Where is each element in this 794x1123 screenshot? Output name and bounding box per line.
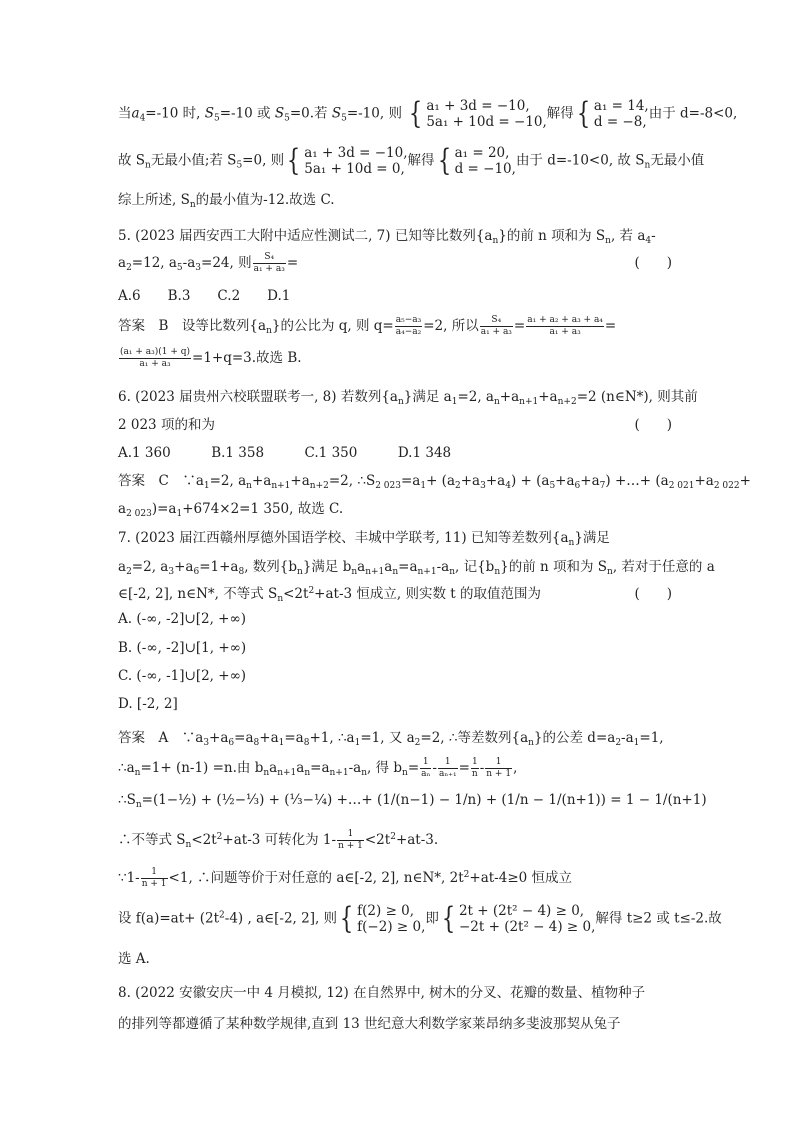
answer-paren: ( ) bbox=[634, 255, 672, 271]
fraction: $\frac{1}{n}$ bbox=[471, 757, 478, 779]
text: )=a bbox=[151, 501, 177, 517]
text: 无最小值;若 S bbox=[150, 152, 237, 169]
var: a bbox=[131, 105, 140, 122]
answer-7-line-6: 设 $f(a)=at+ (2t^2-4)$ , a∈[-2, 2], 则 { f(2) ≥ 0, f(−2) ≥ 0, 即 { 2t + (2t² − 4) ≥ 0, −2t + (2t² − 4) ≥ 0, 解得 t≥2 或 t≤-2.故 bbox=[118, 901, 722, 936]
answer-7-line-5: ∵1- $\frac{1}{n + 1}$ <1, ∴问题等价于对任意的 a∈[-2, 2], n∈N*, $2t^2+at-4\ge 0$ 恒成立 bbox=[118, 867, 573, 889]
fraction: $\frac{1}{n + 1}$ bbox=[141, 867, 167, 889]
text: <1, ∴问题等价于对任意的 a∈[-2, 2], n∈N*, 2t bbox=[168, 870, 464, 886]
text: , 若对于任意的 a bbox=[612, 559, 715, 575]
question-6-line-2: 2 023 项的和为 bbox=[118, 417, 215, 433]
line-1: 当$a_4=-10$ 时, $S_5=-10$ 或 $S_5=0$.若 $S_5=-10$, 则 { a₁ + 3d = −10, 5a₁ + 10d = −10, 解得 { a₁ = 14, d = −8, 由于 d=-8<0, bbox=[118, 96, 738, 131]
system-row: −2t + (2t² − 4) ≥ 0, bbox=[458, 919, 596, 935]
text: +at-3. bbox=[395, 832, 439, 848]
fraction: $\frac{\text{S₄}}{\text{a₁ + a₃}}$ bbox=[480, 315, 512, 337]
text: }满足 b bbox=[302, 559, 352, 575]
text: 由于 d=-8<0, bbox=[648, 105, 738, 122]
text: 即 bbox=[425, 910, 439, 927]
text: +a bbox=[499, 389, 520, 405]
text: +at-3 可转化为 1- bbox=[222, 832, 337, 848]
text: +a bbox=[251, 473, 272, 489]
solution-system: { a₁ = 14, d = −8, bbox=[576, 96, 649, 131]
text: =a bbox=[310, 760, 330, 776]
system-row: a₁ = 20, bbox=[454, 145, 510, 161]
text: =2, a bbox=[457, 389, 494, 405]
text: +a bbox=[259, 730, 279, 746]
text: <2t bbox=[364, 832, 391, 848]
answer-7-line-4: ∴不等式 $S_n<2t^2+at-3$ 可转化为 1- $\frac{1}{n + 1}$ $<2t^2+at-3$. bbox=[118, 829, 439, 851]
fraction: $\frac{\text{a₅−a₃}}{\text{a₄−a₂}}$ bbox=[395, 315, 422, 337]
system-row: d = −10, bbox=[454, 161, 516, 177]
text: , 记{b bbox=[455, 559, 495, 575]
text: , 得 b bbox=[367, 760, 403, 776]
answer-paren: ( ) bbox=[634, 417, 672, 433]
text: -a bbox=[436, 559, 450, 575]
text: <2t bbox=[191, 832, 217, 848]
fraction: $\frac{1}{n + 1}$ bbox=[486, 757, 512, 779]
text: +1, ∴a bbox=[309, 730, 355, 746]
question-6: 6. (2023 届贵州六校联盟联考一, 8) 若数列$\{a_n\}$满足 $a_1=2$, $a_n+a_{n+1}+a_{n+2}=2$ (n∈N*), 则其前 bbox=[118, 389, 698, 407]
text: a bbox=[384, 559, 393, 575]
text: 由于 d=-10<0, 故 S bbox=[515, 152, 645, 169]
text: =2, 所以 bbox=[423, 318, 479, 334]
fraction: $\frac{1}{n + 1}$ bbox=[338, 829, 363, 851]
text: ∴a bbox=[118, 760, 135, 776]
conclusion-line: 综上所述, $S_n$的最小值为-12.故选 C. bbox=[118, 192, 335, 210]
system-row: 5a₁ + 10d = 0, bbox=[304, 161, 405, 177]
text: +a bbox=[460, 473, 481, 489]
text: a bbox=[118, 501, 127, 517]
answer-6-line-2: $a_{2 023})=a_1+674\times 2=1$ 350, 故选 C. bbox=[118, 501, 344, 519]
answer-5: 答案 B 设等比数列$\{a_n\}$的公比为 q, 则 q= $\frac{\text{a₅−a₃}}{\text{a₄−a₂}}$ =2, 所以 $\frac{\text{S₄}}{\text{a₁ + a₃}}$ = $\frac{\text{a₁ + a₂ + a₃ + a₄}}{\text{a₁ + a₃}}$ = bbox=[118, 315, 617, 337]
text: +a bbox=[485, 473, 506, 489]
text: a bbox=[296, 760, 305, 776]
fraction: $\frac{1}{\text{aₙ}}$ bbox=[421, 757, 431, 779]
text: +at-4≥0 恒成立 bbox=[469, 870, 573, 886]
system-row: 5a₁ + 10d = −10, bbox=[426, 114, 547, 130]
answer-7-line-3: $\therefore S_n=(1-\frac{1}{2})$ + (½−⅓) + (⅓−¼) +…+ (1/(n−1) − 1/n) + (1/n − 1/(n+1)) = 1 − 1/(n+1) bbox=[118, 792, 707, 810]
text: 答案 A ∵a bbox=[118, 730, 204, 746]
question-5: 5. (2023 届西安西工大附中适应性测试二, 7) 已知等比数列$\{a_n\}$的前 n 项和为 $S_n$, 若 $a_4-$ bbox=[118, 228, 656, 246]
text: ) +…+ (a bbox=[605, 473, 669, 489]
text: }的公差 d=a bbox=[533, 730, 616, 746]
text: =2, a bbox=[131, 559, 169, 575]
text: + bbox=[739, 473, 751, 489]
system-row: f(−2) ≥ 0, bbox=[357, 919, 426, 935]
text: -a bbox=[621, 730, 634, 746]
text: = bbox=[286, 255, 299, 271]
answer-7-line-2: $\therefore a_n=1+ (n-1) =n$.由 $b_na_{n+1}a_n=a_{n+1}-a_n$, 得 $b_n=$ $\frac{1}{\text{aₙ}}$ - $\frac{1}{\text{aₙ₊₁}}$ = $\frac{1}{n}$ - $\frac{1}{n + 1}$ , bbox=[118, 757, 518, 779]
text: = bbox=[604, 318, 617, 334]
text: a bbox=[118, 255, 127, 271]
text: a bbox=[357, 559, 366, 575]
text: ∵1- bbox=[118, 870, 140, 886]
fraction: $\frac{\text{S₄}}{\text{a₁ + a₃}}$ bbox=[253, 252, 285, 274]
fraction: $\frac{\text{(a₁ + a₃)(1 + q)}}{\text{a₁ + a₃}}$ bbox=[120, 347, 191, 369]
system-row: a₁ = 14, bbox=[593, 98, 649, 114]
text: }满足 a bbox=[403, 389, 452, 405]
text: 设 f(a)=at+ (2t bbox=[118, 910, 220, 927]
text: =a bbox=[284, 730, 304, 746]
text: <2t bbox=[283, 586, 309, 602]
text: , 若 a bbox=[610, 228, 646, 244]
answer-5-line-2 bbox=[118, 346, 302, 370]
text: -4) , a∈[-2, 2], 则 bbox=[224, 910, 338, 927]
text: =a bbox=[234, 730, 254, 746]
fraction: $\frac{1}{\text{aₙ₊₁}}$ bbox=[438, 757, 457, 779]
text: }的前 n 项和为 S bbox=[500, 559, 608, 575]
question-7-line-2: $a_2=2$, $a_3+a_6=1+a_8$, 数列$\{b_n\}$满足 $b_na_{n+1}a_n=a_{n+1}-a_n$, 记$\{b_n\}$的前 n 项和为 $S_n$, 若对于任意的 a bbox=[118, 559, 715, 577]
text: ) + (a bbox=[510, 473, 550, 489]
text: =-10 时, bbox=[145, 105, 205, 122]
text: = bbox=[407, 760, 420, 776]
answer-7: 答案 A $\because a_3+a_6=a_8+a_1=a_8+1$, $\therefore a_1=1$, 又 $a_2=2$, ∴等差数列$\{a_n\}$的公差 $d=a_2-a_1=1$, bbox=[118, 730, 664, 748]
text: =12, a bbox=[131, 255, 177, 271]
question-7-line-3: ∈[-2, 2], n∈N*, 不等式 $S_n<2t^2+at-3$ 恒成立, 则实数 t 的取值范围为 bbox=[118, 586, 541, 604]
text: a bbox=[118, 559, 127, 575]
inequality-system: { 2t + (2t² − 4) ≥ 0, −2t + (2t² − 4) ≥ 0, bbox=[441, 901, 596, 936]
text: -a bbox=[348, 760, 362, 776]
text: 答案 C ∵a bbox=[118, 473, 204, 489]
text: +a bbox=[209, 730, 229, 746]
text: a bbox=[269, 760, 278, 776]
text: 答案 B 设等比数列{a bbox=[118, 318, 267, 334]
q5-options: A.6 B.3 C.2 D.1 bbox=[118, 288, 291, 304]
text: 解得 bbox=[407, 152, 435, 169]
q7-option-a: A. (-∞, -2]∪[2, +∞) bbox=[118, 611, 246, 627]
text: }的公比为 q, 则 q= bbox=[271, 318, 394, 334]
text: =-10 或 bbox=[219, 105, 275, 122]
condition-system: { f(2) ≥ 0, f(−2) ≥ 0, bbox=[339, 901, 426, 936]
text: =2, ∴等差数列{a bbox=[420, 730, 529, 746]
text: + (a bbox=[426, 473, 455, 489]
text: }满足 bbox=[574, 530, 610, 546]
text: +a bbox=[580, 473, 600, 489]
text: =24, 则 bbox=[201, 255, 252, 271]
text: =2, a bbox=[209, 473, 247, 489]
text: +a bbox=[694, 473, 714, 489]
solution-system: { a₁ = 20, d = −10, bbox=[437, 143, 516, 178]
text: =1, bbox=[639, 730, 664, 746]
equation-system: { a₁ + 3d = −10, 5a₁ + 10d = −10, bbox=[409, 96, 547, 131]
question-5-line-2: $a_2=12$, $a_5-a_3=24$, 则 $\frac{\text{S₄}}{\text{a₁ + a₃}}$ = bbox=[118, 252, 299, 274]
text: +a bbox=[290, 473, 310, 489]
question-8: 8. (2022 安徽安庆一中 4 月模拟, 12) 在自然界中, 树木的分叉、花瓣的数量、植物种子 bbox=[118, 985, 646, 1001]
system-row: a₁ + 3d = −10, bbox=[304, 145, 408, 161]
text: =0, 则 bbox=[242, 152, 285, 169]
text: 综上所述, S bbox=[118, 192, 190, 208]
text: +at-3 恒成立, 则实数 t 的取值范围为 bbox=[314, 586, 541, 602]
text: 当 bbox=[118, 105, 132, 122]
text: ∴不等式 S bbox=[118, 832, 186, 848]
text: 5. (2023 届西安西工大附中适应性测试二, 7) 已知等比数列{a bbox=[118, 228, 493, 244]
fraction: $\frac{\text{a₁ + a₂ + a₃ + a₄}}{\text{a₁ + a₃}}$ bbox=[527, 315, 603, 337]
text: }的前 n 项和为 S bbox=[498, 228, 606, 244]
text: = bbox=[513, 318, 526, 334]
text: =1, 又 a bbox=[360, 730, 415, 746]
system-row: d = −8, bbox=[593, 114, 647, 130]
text: 解得 bbox=[546, 105, 574, 122]
text: 6. (2023 届贵州六校联盟联考一, 8) 若数列{a bbox=[118, 389, 398, 405]
question-7: 7. (2023 届江西赣州厚德外国语学校、丰城中学联考, 11) 已知等差数列$\{a_n\}$满足 bbox=[118, 530, 610, 548]
text: = bbox=[141, 792, 153, 808]
text: =1+ (n-1) =n.由 b bbox=[140, 760, 264, 776]
text: , 数列{b bbox=[244, 559, 298, 575]
text: =0.若 bbox=[289, 105, 332, 122]
system-row: 2t + (2t² − 4) ≥ 0, bbox=[458, 903, 585, 919]
text: ∴S bbox=[118, 792, 136, 808]
text: 无最小值 bbox=[650, 152, 705, 169]
text: 7. (2023 届江西赣州厚德外国语学校、丰城中学联考, 11) 已知等差数列{a bbox=[118, 530, 569, 546]
line-2: 故 $S_n$无最小值;若 $S_5=0$, 则 { a₁ + 3d = −10, 5a₁ + 10d = 0, 解得 { a₁ = 20, d = −10, 由于 d=-10<0, 故 $S_n$无最小值 bbox=[118, 143, 705, 178]
text: =1+q=3.故选 B. bbox=[192, 350, 302, 366]
text: +674×2=1 350, 故选 C. bbox=[182, 501, 344, 517]
answer-7-line-7: 选 A. bbox=[118, 951, 150, 967]
text: +a bbox=[174, 559, 194, 575]
text: -a bbox=[182, 255, 196, 271]
q7-option-c: C. (-∞, -1]∪[2, +∞) bbox=[118, 668, 247, 684]
q7-option-b: B. (-∞, -2]∪[1, +∞) bbox=[118, 640, 247, 656]
answer-paren: ( ) bbox=[634, 586, 672, 602]
system-row: a₁ + 3d = −10, bbox=[426, 98, 530, 114]
answer-6: 答案 C $\because a_1=2$, $a_n+a_{n+1}+a_{n+2}=2$, $\therefore S_{2 023}=a_1+ (a_2+a_3+a_4) + (a_5+a_6+a_7)$ +…+ ($a_{2 021}+a_{2 022}+$ bbox=[118, 473, 751, 491]
q7-option-d: D. [-2, 2] bbox=[118, 696, 178, 712]
text: =a bbox=[400, 473, 421, 489]
text: =-10, 则 bbox=[346, 105, 402, 122]
text: +a bbox=[538, 389, 558, 405]
equation-system: { a₁ + 3d = −10, 5a₁ + 10d = 0, bbox=[287, 143, 408, 178]
text: +a bbox=[555, 473, 575, 489]
question-8-line-2: 的排列等都遵循了某种数学规律,直到 13 世纪意大利数学家莱昂纳多斐波那契从兔子 bbox=[118, 1016, 621, 1032]
text: 故 S bbox=[118, 152, 146, 169]
text: =a bbox=[398, 559, 418, 575]
q6-options: A.1 360 B.1 358 C.1 350 D.1 348 bbox=[118, 445, 452, 461]
text: 的最小值为-12.故选 C. bbox=[195, 192, 335, 208]
telescoping-sum: (1−½) + (½−⅓) + (⅓−¼) +…+ (1/(n−1) − 1/n) + (1/n − 1/(n+1)) = 1 − 1/(n+1) bbox=[152, 792, 707, 808]
text: 解得 t≥2 或 t≤-2.故 bbox=[595, 910, 722, 927]
text: ∈[-2, 2], n∈N*, 不等式 S bbox=[118, 586, 278, 602]
text: =2 (n∈N*), 则其前 bbox=[576, 389, 698, 405]
text: =2, ∴S bbox=[328, 473, 376, 489]
text: =1+a bbox=[199, 559, 239, 575]
system-row: f(2) ≥ 0, bbox=[357, 903, 415, 919]
text: - bbox=[651, 228, 656, 244]
